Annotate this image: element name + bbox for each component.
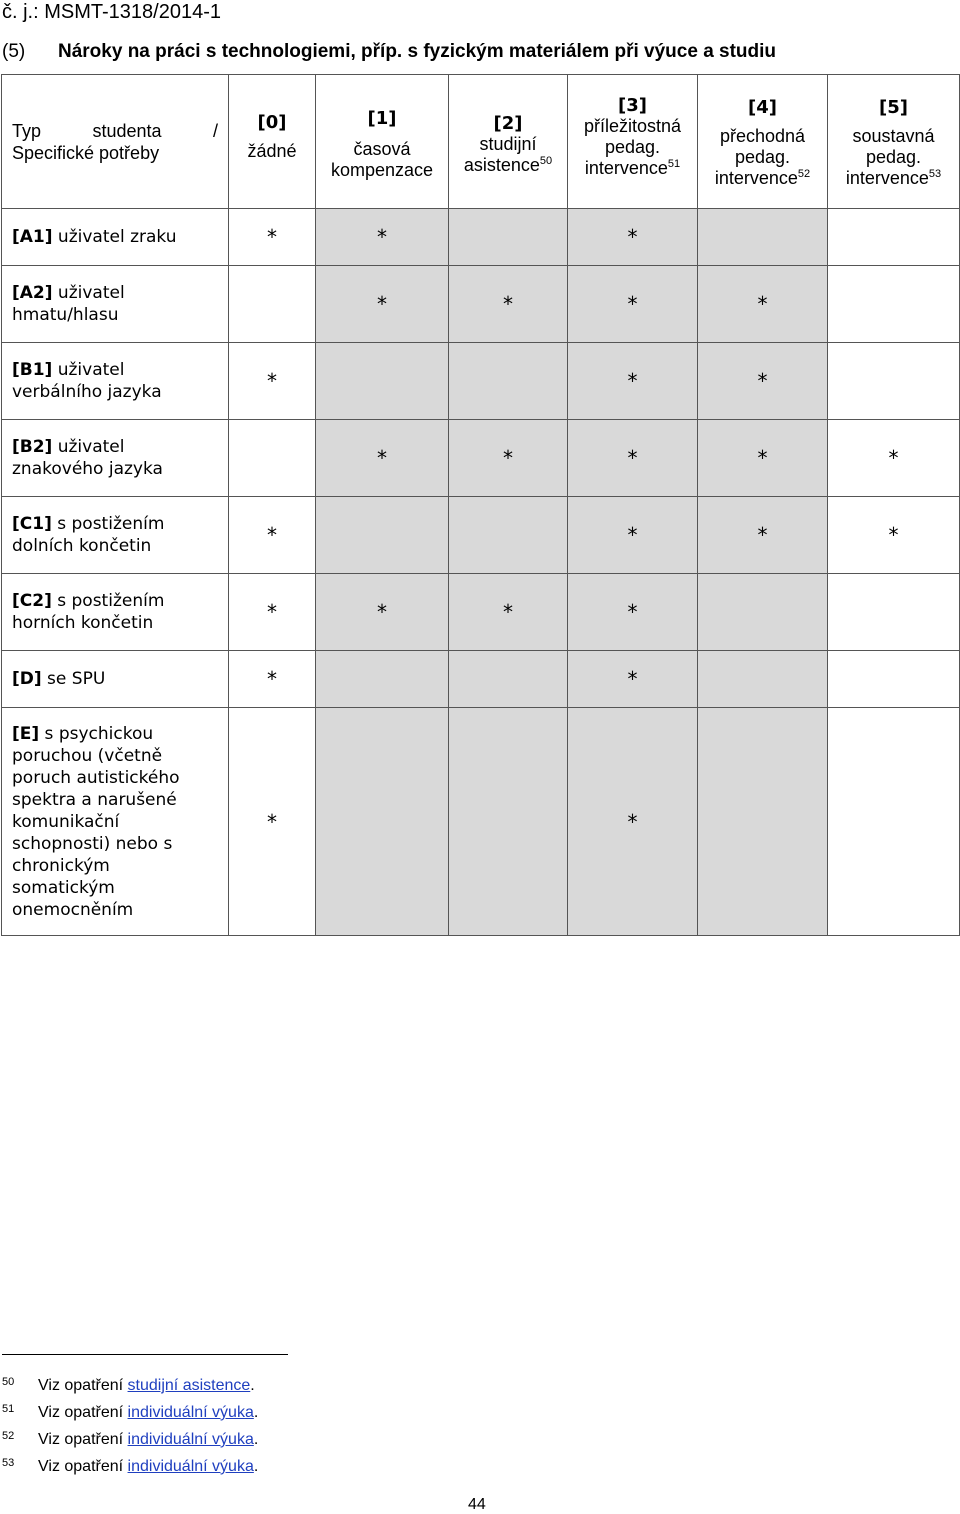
row-code: [A2] bbox=[12, 283, 53, 303]
footnote-number: 53 bbox=[2, 1457, 15, 1469]
mark-cell bbox=[828, 651, 960, 708]
mark-cell: * bbox=[698, 343, 828, 420]
section-title: Nároky na práci s technologiemi, příp. s fyzickým materiálem při výuce a studiu bbox=[58, 41, 777, 62]
footnote-link[interactable]: individuální výuka bbox=[127, 1458, 254, 1475]
row-header-cell bbox=[2, 497, 229, 574]
column-header-2 bbox=[449, 75, 568, 209]
mark-cell: * bbox=[316, 420, 449, 497]
footnote-text: Viz opatření bbox=[38, 1404, 128, 1421]
page-number: 44 bbox=[468, 1496, 486, 1513]
mark-cell bbox=[698, 708, 828, 936]
mark-cell bbox=[449, 497, 568, 574]
row-header-cell bbox=[2, 574, 229, 651]
mark-cell: * bbox=[698, 420, 828, 497]
footnote-link[interactable]: individuální výuka bbox=[127, 1404, 254, 1421]
column-code: [2] bbox=[493, 113, 523, 134]
mark-cell: * bbox=[568, 209, 698, 266]
table-row bbox=[2, 708, 960, 936]
mark-cell: * bbox=[316, 574, 449, 651]
mark-cell: * bbox=[316, 266, 449, 343]
row-header-cell bbox=[2, 266, 229, 343]
type-header-word1: Typ bbox=[12, 120, 42, 141]
header-row bbox=[2, 75, 960, 209]
mark-cell bbox=[449, 651, 568, 708]
footnote-divider bbox=[2, 1354, 288, 1355]
column-label-line: soustavná bbox=[852, 125, 935, 146]
mark-cell bbox=[828, 708, 960, 936]
table-body bbox=[2, 209, 960, 936]
table-row bbox=[2, 343, 960, 420]
footnote bbox=[2, 1430, 258, 1450]
mark-cell: * bbox=[449, 574, 568, 651]
row-header-cell bbox=[2, 209, 229, 266]
section-heading bbox=[2, 40, 776, 64]
student-type-header bbox=[2, 75, 229, 209]
mark-cell: * bbox=[229, 209, 316, 266]
mark-cell bbox=[698, 209, 828, 266]
footnote-text: Viz opatření bbox=[38, 1377, 128, 1394]
column-code: [3] bbox=[618, 94, 647, 116]
mark-cell: * bbox=[828, 420, 960, 497]
mark-cell: * bbox=[568, 497, 698, 574]
table-row bbox=[2, 266, 960, 343]
row-label-text: se SPU bbox=[41, 669, 106, 689]
column-code: [4] bbox=[748, 96, 777, 118]
footnote-number: 51 bbox=[2, 1403, 15, 1415]
footnote-text: Viz opatření bbox=[38, 1431, 128, 1448]
footnote-link[interactable]: studijní asistence bbox=[127, 1377, 251, 1394]
mark-cell: * bbox=[449, 420, 568, 497]
row-label-text: uživatel znakového jazyka bbox=[12, 437, 163, 479]
mark-cell bbox=[698, 651, 828, 708]
row-label-text: s postižením dolních končetin bbox=[12, 514, 165, 556]
footnote-ref: 51 bbox=[667, 157, 681, 170]
mark-cell: * bbox=[568, 420, 698, 497]
row-label-text: uživatel zraku bbox=[52, 227, 177, 247]
mark-cell bbox=[316, 343, 449, 420]
column-label-line: žádné bbox=[247, 140, 297, 161]
row-header-cell bbox=[2, 708, 229, 936]
footnote bbox=[2, 1403, 258, 1423]
type-header-line2: Specifické potřeby bbox=[12, 142, 160, 163]
mark-cell: * bbox=[229, 497, 316, 574]
mark-cell: * bbox=[828, 497, 960, 574]
row-label-text: s postižením horních končetin bbox=[12, 591, 165, 633]
column-header-4 bbox=[698, 75, 828, 209]
mark-cell: * bbox=[229, 708, 316, 936]
type-header-word2: studenta bbox=[92, 120, 162, 141]
requirements-table bbox=[1, 74, 960, 936]
row-label bbox=[2, 226, 232, 248]
row-code: [C1] bbox=[12, 514, 52, 534]
row-label bbox=[2, 282, 172, 326]
column-label-line: asistence bbox=[463, 155, 540, 175]
mark-cell: * bbox=[229, 651, 316, 708]
mark-cell bbox=[229, 266, 316, 343]
document-id: č. j.: MSMT-1318/2014-1 bbox=[2, 1, 221, 23]
row-code: [C2] bbox=[12, 591, 52, 611]
footnote-end: . bbox=[253, 1458, 259, 1475]
mark-cell: * bbox=[568, 651, 698, 708]
row-code: [B2] bbox=[12, 437, 53, 457]
footnote bbox=[2, 1457, 258, 1477]
row-label bbox=[2, 723, 212, 921]
mark-cell bbox=[316, 708, 449, 936]
row-header-cell bbox=[2, 651, 229, 708]
column-header-0 bbox=[229, 75, 316, 209]
column-label-line: pedag. bbox=[604, 136, 661, 157]
column-label-line: intervence bbox=[714, 167, 798, 188]
mark-cell: * bbox=[316, 209, 449, 266]
mark-cell: * bbox=[568, 708, 698, 936]
footnote-text: Viz opatření bbox=[38, 1458, 128, 1475]
table-row bbox=[2, 651, 960, 708]
row-header-cell bbox=[2, 343, 229, 420]
column-label-line: pedag. bbox=[734, 146, 791, 167]
row-code: [D] bbox=[12, 669, 42, 689]
column-code: [1] bbox=[367, 108, 397, 129]
mark-cell: * bbox=[229, 574, 316, 651]
column-label-line: studijní bbox=[479, 134, 537, 154]
row-label-text: s psychickou poruchou (včetně poruch autistického spektra a narušené komunikační schopnosti) nebo s chronickým somatickým onemocněním bbox=[12, 723, 180, 920]
mark-cell: * bbox=[229, 343, 316, 420]
row-label bbox=[2, 359, 212, 403]
footnote-ref: 52 bbox=[797, 167, 811, 180]
mark-cell: * bbox=[568, 266, 698, 343]
mark-cell bbox=[316, 651, 449, 708]
mark-cell bbox=[828, 574, 960, 651]
type-header-slash: / bbox=[212, 120, 218, 141]
mark-cell bbox=[229, 420, 316, 497]
table-row bbox=[2, 574, 960, 651]
column-label-line: pedag. bbox=[865, 146, 922, 167]
row-label bbox=[2, 590, 222, 634]
mark-cell: * bbox=[449, 266, 568, 343]
column-code: [5] bbox=[879, 96, 908, 118]
row-header-cell bbox=[2, 420, 229, 497]
column-header-3 bbox=[568, 75, 698, 209]
row-label-text: uživatel hmatu/hlasu bbox=[12, 283, 125, 325]
mark-cell bbox=[828, 266, 960, 343]
mark-cell: * bbox=[698, 497, 828, 574]
column-label-line: přechodná bbox=[719, 125, 806, 146]
column-code: [0] bbox=[257, 111, 287, 133]
table-row bbox=[2, 497, 960, 574]
mark-cell: * bbox=[698, 266, 828, 343]
row-label bbox=[2, 668, 232, 690]
table-row bbox=[2, 420, 960, 497]
mark-cell bbox=[828, 343, 960, 420]
footnote-number: 50 bbox=[2, 1376, 15, 1388]
column-label-line: příležitostná bbox=[583, 115, 682, 136]
row-label bbox=[2, 513, 222, 557]
row-code: [B1] bbox=[12, 360, 53, 380]
footnote-end: . bbox=[253, 1431, 259, 1448]
mark-cell bbox=[828, 209, 960, 266]
row-label-text: uživatel verbálního jazyka bbox=[12, 360, 162, 402]
footnote-number: 52 bbox=[2, 1430, 15, 1442]
row-code: [A1] bbox=[12, 227, 53, 247]
mark-cell bbox=[698, 574, 828, 651]
section-number: (5) bbox=[2, 41, 26, 62]
footnote-ref: 50 bbox=[539, 155, 553, 167]
footnote-end: . bbox=[250, 1377, 255, 1394]
mark-cell bbox=[449, 209, 568, 266]
mark-cell: * bbox=[568, 343, 698, 420]
column-label-line: kompenzace bbox=[330, 160, 434, 180]
table-row bbox=[2, 209, 960, 266]
footnote bbox=[2, 1376, 255, 1396]
row-code: [E] bbox=[12, 723, 40, 744]
column-label-line: intervence bbox=[584, 157, 668, 178]
mark-cell bbox=[449, 708, 568, 936]
mark-cell bbox=[316, 497, 449, 574]
column-header-5 bbox=[828, 75, 960, 209]
mark-cell bbox=[449, 343, 568, 420]
mark-cell: * bbox=[568, 574, 698, 651]
footnote-end: . bbox=[253, 1404, 259, 1421]
column-label-line: intervence bbox=[845, 167, 929, 188]
row-label bbox=[2, 436, 212, 480]
column-label-line: časová bbox=[353, 139, 411, 159]
footnote-ref: 53 bbox=[928, 167, 942, 180]
footnote-link[interactable]: individuální výuka bbox=[127, 1431, 254, 1448]
column-header-1 bbox=[316, 75, 449, 209]
